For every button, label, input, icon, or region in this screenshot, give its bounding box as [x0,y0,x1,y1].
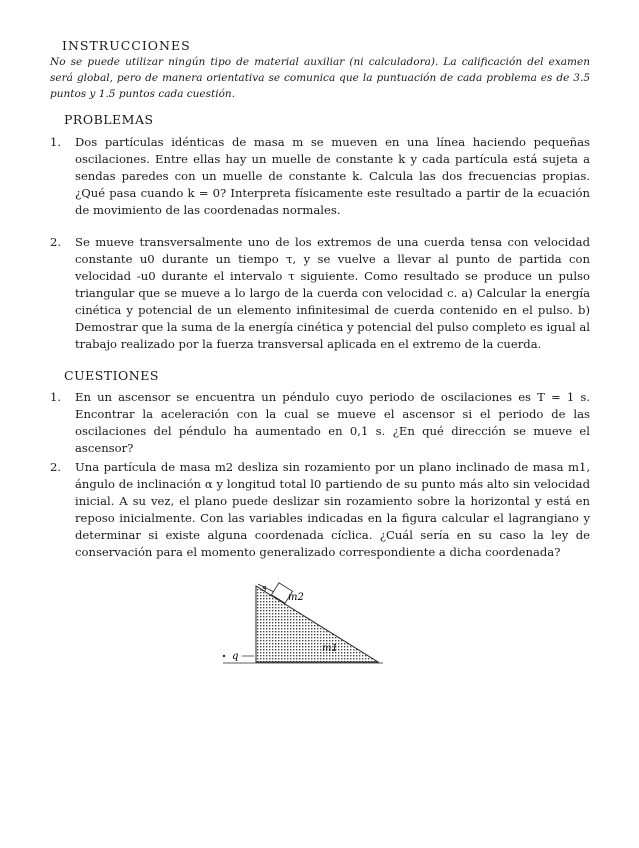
problem-2-text: Se mueve transversalmente uno de los extremos de una cuerda tensa con velocidad constante u0 durante un tiempo τ, y se vuelve a llevar al punto de partida con velocidad -u0 durante el intervalo τ siguiente. Como resultado se produce un pulso triangular que se mueve a lo largo de la cuerda con velocidad c. a) Calcular la energía cinética y potencial de un elemento infinitesimal de cuerda contenido en el pulso. b) Demostrar que la suma de la energía cinética y potencial del pulso completo es igual al trabajo realizado por la fuerza transversal aplicada en el extremo de la cuerda. [75,235,590,351]
label-q: q [232,651,239,662]
label-m2: m2 [288,592,304,603]
questions-heading: CUESTIONES [64,368,159,383]
inclined-plane-block [256,586,378,662]
question-1-text: En un ascensor se encuentra un péndulo cuyo periodo de oscilaciones es T = 1 s. Encontrar la aceleración con la cual se mueve el ascensor si el periodo de las oscilaciones del péndulo ha aumentado en 0,1 s. ¿En qué dirección se mueve el ascensor? [75,390,590,455]
question-2 [50,459,590,561]
question-2-number: 2. [50,460,62,474]
instructions-text: No se puede utilizar ningún tipo de material auxiliar (ni calculadora). La calificación del examen será global, pero de manera orientativa se comunica que la puntuación de cada problema es de 3.5 puntos y 1.5 puntos cada cuestión. [50,56,590,100]
instructions-title: INSTRUCCIONES [62,38,191,53]
question-1-number: 1. [50,390,62,404]
origin-dot [223,655,225,657]
label-s: s [262,584,267,594]
inclined-plane-figure [218,580,388,670]
problem-1-number: 1. [50,135,62,149]
question-2-text: Una partícula de masa m2 desliza sin rozamiento por un plano inclinado de masa m1, ángulo de inclinación α y longitud total l0 partiendo de su punto más alto sin velocidad inicial. A su vez, el plano puede deslizar sin rozamiento sobre la horizontal y está en reposo inicialmente. Con las variables indicadas en la figura calcular el lagrangiano y determinar si existe alguna coordenada cíclica. ¿Cuál sería en su caso la ley de conservación para el momento generalizado correspondiente a dicha coordenada? [75,460,590,559]
label-m1: m1 [322,643,338,654]
problem-2-number: 2. [50,235,62,249]
question-1 [50,389,590,457]
problems-heading: PROBLEMAS [64,112,154,127]
problem-1 [50,134,590,219]
problem-2 [50,234,590,353]
problem-1-text: Dos partículas idénticas de masa m se mueven en una línea haciendo pequeñas oscilaciones. Entre ellas hay un muelle de constante k y cada partícula está sujeta a sendas paredes con un muelle de constante k. Calcula las dos frecuencias propias. ¿Qué pasa cuando k = 0? Interpreta físicamente este resultado a partir de la ecuación de movimiento de las coordenadas normales. [75,135,590,217]
